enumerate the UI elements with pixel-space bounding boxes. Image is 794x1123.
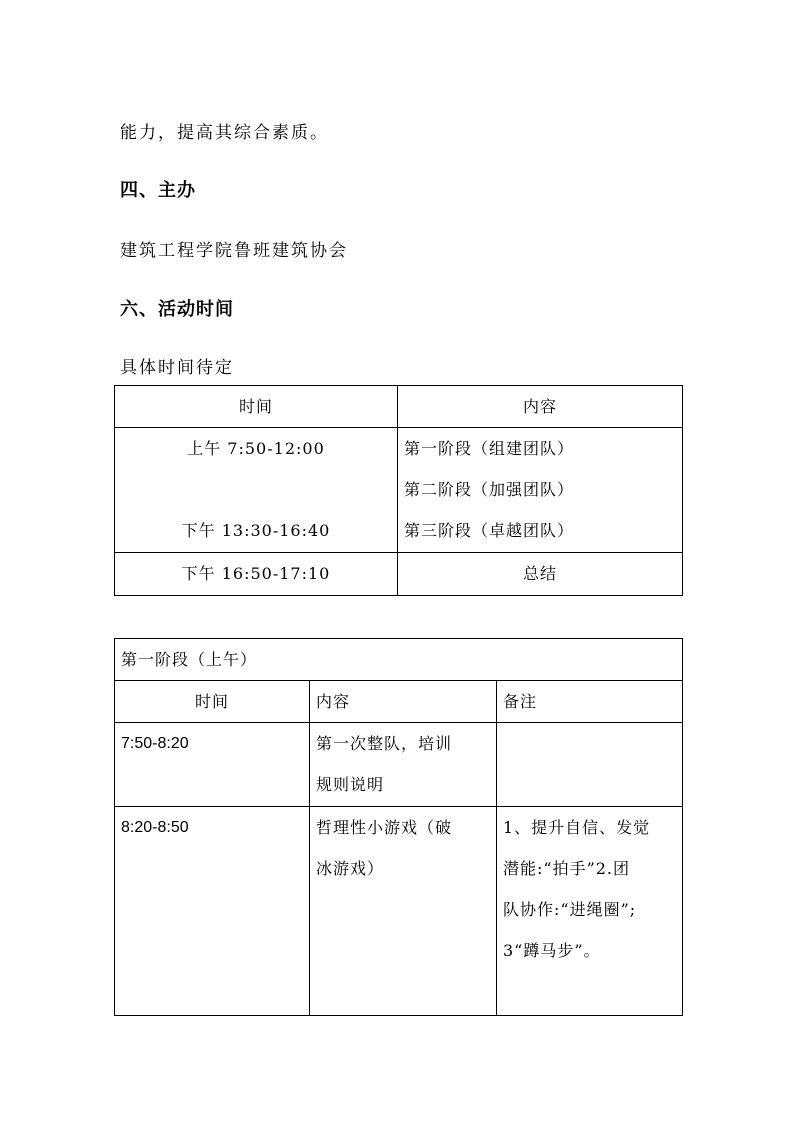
stage-one-title: 第一阶段（上午） bbox=[115, 639, 683, 681]
schedule-header-content: 内容 bbox=[398, 386, 683, 428]
stage-one-label: 第一阶段（组建团队） bbox=[404, 439, 575, 458]
row2-content: 哲理性小游戏（破 冰游戏） bbox=[310, 807, 497, 1016]
schedule-table bbox=[114, 385, 683, 596]
row2-time: 8:20-8:50 bbox=[115, 807, 310, 1016]
stage-one-header-content: 内容 bbox=[310, 681, 497, 723]
row1-note bbox=[497, 723, 683, 807]
stage-one-header-time: 时间 bbox=[115, 681, 310, 723]
stage-two-label: 第二阶段（加强团队） bbox=[404, 480, 575, 499]
row1-time: 7:50-8:20 bbox=[115, 723, 310, 807]
section-four-body: 建筑工程学院鲁班建筑协会 bbox=[120, 241, 348, 261]
section-four-heading: 四、主办 bbox=[120, 180, 196, 201]
stage-three-label: 第三阶段（卓越团队） bbox=[404, 521, 575, 540]
schedule-stages-cell bbox=[398, 428, 683, 553]
summary-label: 总结 bbox=[398, 553, 683, 596]
row1-content: 第一次整队，培训 规则说明 bbox=[310, 723, 497, 807]
section-six-heading: 六、活动时间 bbox=[120, 299, 234, 320]
schedule-header-time: 时间 bbox=[115, 386, 398, 428]
intro-line: 能力，提高其综合素质。 bbox=[120, 123, 329, 143]
row2-note: 1、提升自信、发觉 潜能:“拍手”2.团 队协作:“进绳圈”; 3“蹲马步”。 bbox=[497, 807, 683, 1016]
afternoon-time: 下午 13:30-16:40 bbox=[181, 521, 331, 540]
summary-time: 下午 16:50-17:10 bbox=[115, 553, 398, 596]
morning-time: 上午 7:50-12:00 bbox=[187, 439, 325, 458]
stage-one-table bbox=[114, 638, 683, 1016]
schedule-times-cell bbox=[115, 428, 398, 553]
stage-one-header-note: 备注 bbox=[497, 681, 683, 723]
section-six-body: 具体时间待定 bbox=[120, 358, 234, 378]
